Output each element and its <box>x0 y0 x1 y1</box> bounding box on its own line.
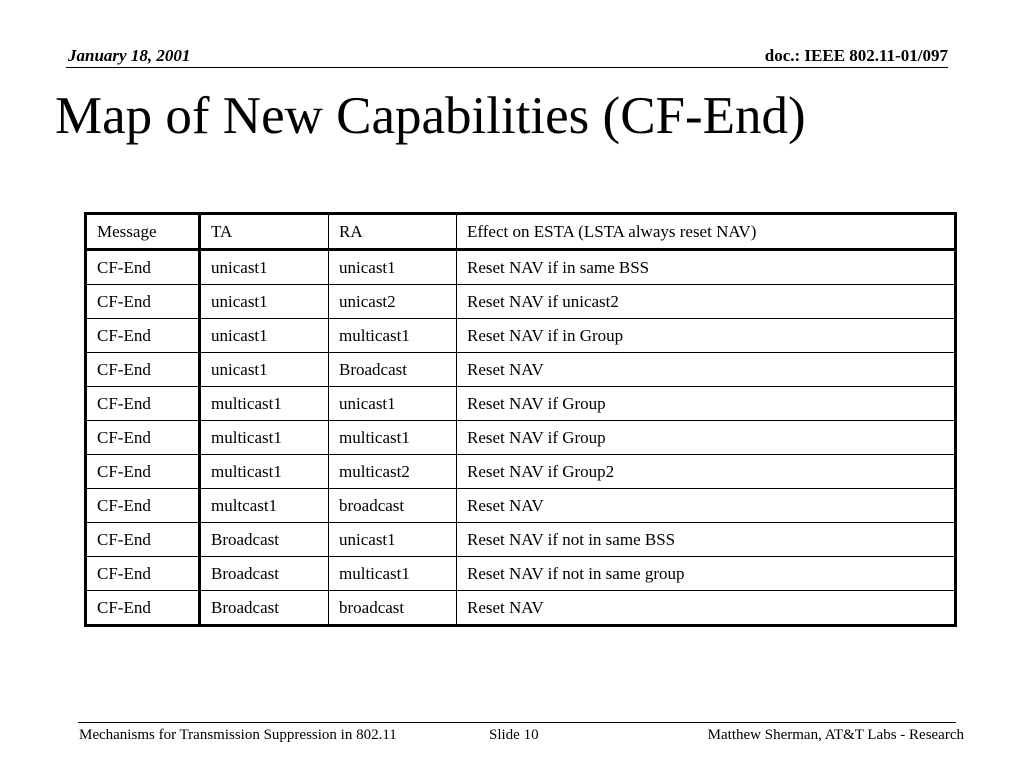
cell-message: CF-End <box>86 353 200 387</box>
table-row <box>86 319 956 353</box>
cell-ta: multicast1 <box>200 421 329 455</box>
cell-ra: multicast1 <box>329 557 457 591</box>
cell-ta: multcast1 <box>200 489 329 523</box>
cell-ra: unicast1 <box>329 523 457 557</box>
cell-message: CF-End <box>86 421 200 455</box>
cell-ra: broadcast <box>329 489 457 523</box>
table-row <box>86 421 956 455</box>
cell-effect: Reset NAV if not in same group <box>457 557 956 591</box>
cell-effect: Reset NAV <box>457 489 956 523</box>
cell-effect: Reset NAV if unicast2 <box>457 285 956 319</box>
table-header-row <box>86 214 956 250</box>
cell-message: CF-End <box>86 319 200 353</box>
cell-ta: unicast1 <box>200 319 329 353</box>
cell-ra: unicast1 <box>329 387 457 421</box>
table-row <box>86 455 956 489</box>
table-row <box>86 250 956 285</box>
cell-ra: multicast2 <box>329 455 457 489</box>
footer-divider <box>78 722 956 723</box>
table-row <box>86 489 956 523</box>
slide-title: Map of New Capabilities (CF-End) <box>55 87 806 145</box>
table-row <box>86 591 956 626</box>
footer-author: Matthew Sherman, AT&T Labs - Research <box>707 727 964 743</box>
table-row <box>86 387 956 421</box>
cell-effect: Reset NAV if in same BSS <box>457 250 956 285</box>
cell-ta: unicast1 <box>200 285 329 319</box>
cell-ra: Broadcast <box>329 353 457 387</box>
header-divider <box>66 67 948 68</box>
cell-ra: multicast1 <box>329 421 457 455</box>
cell-ta: Broadcast <box>200 557 329 591</box>
cell-message: CF-End <box>86 489 200 523</box>
column-header-ra: RA <box>329 214 457 250</box>
footer-presentation-title: Mechanisms for Transmission Suppression in 802.11 <box>79 727 397 743</box>
cell-effect: Reset NAV if in Group <box>457 319 956 353</box>
column-header-message: Message <box>86 214 200 250</box>
table-body <box>86 250 956 626</box>
column-header-ta: TA <box>200 214 329 250</box>
footer-slide-number: Slide 10 <box>489 727 539 743</box>
cell-message: CF-End <box>86 523 200 557</box>
cell-effect: Reset NAV if not in same BSS <box>457 523 956 557</box>
cell-effect: Reset NAV <box>457 353 956 387</box>
cell-ta: unicast1 <box>200 353 329 387</box>
cell-message: CF-End <box>86 557 200 591</box>
cell-effect: Reset NAV if Group2 <box>457 455 956 489</box>
cell-ta: Broadcast <box>200 591 329 626</box>
table-row <box>86 557 956 591</box>
table-row <box>86 285 956 319</box>
table-row <box>86 353 956 387</box>
cell-message: CF-End <box>86 387 200 421</box>
cell-message: CF-End <box>86 455 200 489</box>
cell-ra: multicast1 <box>329 319 457 353</box>
cell-effect: Reset NAV <box>457 591 956 626</box>
cell-ta: unicast1 <box>200 250 329 285</box>
column-header-effect: Effect on ESTA (LSTA always reset NAV) <box>457 214 956 250</box>
cell-message: CF-End <box>86 250 200 285</box>
cell-ta: multicast1 <box>200 387 329 421</box>
table-row <box>86 523 956 557</box>
cell-message: CF-End <box>86 591 200 626</box>
cell-ra: unicast2 <box>329 285 457 319</box>
cell-effect: Reset NAV if Group <box>457 387 956 421</box>
cell-message: CF-End <box>86 285 200 319</box>
cell-effect: Reset NAV if Group <box>457 421 956 455</box>
cell-ta: Broadcast <box>200 523 329 557</box>
cell-ra: broadcast <box>329 591 457 626</box>
header-doc-id: doc.: IEEE 802.11-01/097 <box>764 46 948 65</box>
capabilities-table <box>84 212 957 627</box>
cell-ra: unicast1 <box>329 250 457 285</box>
cell-ta: multicast1 <box>200 455 329 489</box>
header-date: January 18, 2001 <box>68 46 191 65</box>
